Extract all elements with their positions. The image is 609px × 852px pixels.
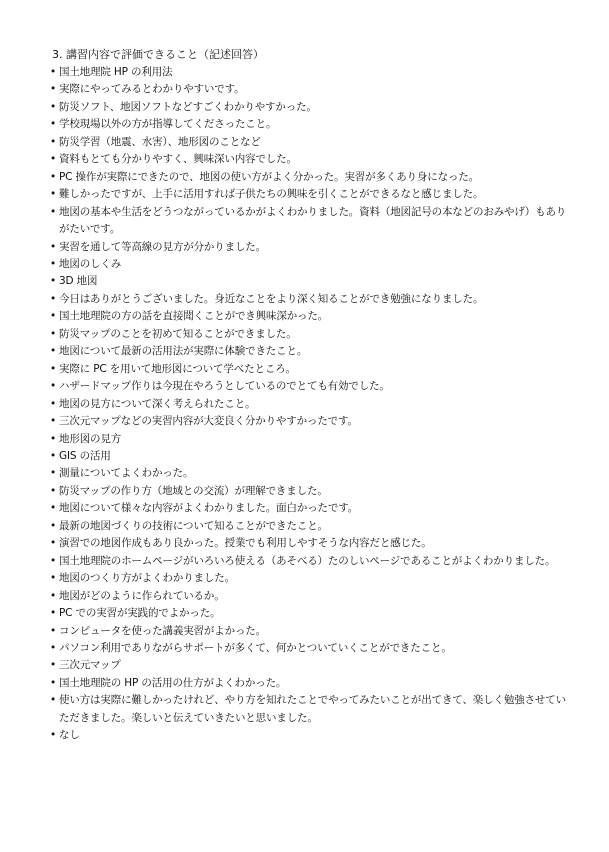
list-item-text: 地図について最新の活用法が実際に体験できたこと。 xyxy=(59,345,308,358)
list-item xyxy=(50,605,569,622)
bullet-icon: • xyxy=(50,467,57,480)
list-item-text: なし xyxy=(59,729,80,742)
list-item xyxy=(50,326,569,343)
list-item-text: コンピュータを使った講義実習がよかった。 xyxy=(59,624,266,637)
list-item-text: 地図の基本や生活をどうつながっているかがよくわかりました。資料（地図記号の本などのおみやげ）もありがたいです。 xyxy=(59,205,567,236)
bullet-icon: • xyxy=(50,135,57,148)
bullet-icon: • xyxy=(50,257,57,270)
list-item xyxy=(50,657,569,674)
bullet-icon: • xyxy=(50,502,57,515)
list-item-text: 地図の見方について深く考えられたこと。 xyxy=(59,397,256,410)
list-item-text: 今日はありがとうございました。身近なことをより深く知ることができ勉強になりました。 xyxy=(59,292,484,305)
list-item xyxy=(50,465,569,482)
list-item xyxy=(50,692,569,727)
list-item-text: 資料もとても分かりやすく、興味深い内容でした。 xyxy=(59,153,297,166)
list-item-text: 地形図の見方 xyxy=(59,432,122,445)
list-item-text: 国土地理院の方の話を直接聞くことができ興味深かった。 xyxy=(59,310,329,323)
bullet-icon: • xyxy=(50,170,57,183)
bullet-icon: • xyxy=(50,310,57,323)
bullet-icon: • xyxy=(50,432,57,445)
list-item-text: 三次元マップ xyxy=(59,659,121,672)
bullet-icon: • xyxy=(50,624,57,637)
list-item xyxy=(50,186,569,203)
list-item xyxy=(50,518,569,535)
bullet-icon: • xyxy=(50,83,57,96)
bullet-icon: • xyxy=(50,572,57,585)
bullet-icon: • xyxy=(50,153,57,166)
bullet-icon: • xyxy=(50,380,57,393)
list-item xyxy=(50,727,569,744)
list-item xyxy=(50,413,569,430)
bullet-icon: • xyxy=(50,66,57,78)
list-item xyxy=(50,640,569,657)
list-item xyxy=(50,483,569,500)
bullet-icon: • xyxy=(50,589,57,602)
list-item xyxy=(50,448,569,465)
list-item-text: 学校現場以外の方が指導してくださったこと。 xyxy=(59,118,277,131)
list-item xyxy=(50,134,569,151)
list-item xyxy=(50,204,569,239)
bullet-icon: • xyxy=(50,397,57,410)
list-item xyxy=(50,535,569,552)
list-item xyxy=(50,308,569,325)
list-item xyxy=(50,64,569,81)
bullet-icon: • xyxy=(50,729,57,742)
bullet-icon: • xyxy=(50,240,57,253)
bullet-icon: • xyxy=(50,659,57,672)
list-item-text: 防災学習（地震、水害）、地形図のことなど xyxy=(59,135,261,148)
list-item-text: 防災マップのことを初めて知ることができました。 xyxy=(59,327,297,340)
list-item xyxy=(50,361,569,378)
list-item-text: 最新の地図づくりの技術について知ることができたこと。 xyxy=(59,519,328,532)
list-item xyxy=(50,500,569,517)
list-item-text: 地図のしくみ xyxy=(59,257,122,270)
list-item-text: パソコン利用でありながらサポートが多くて、何かとついていくことができたこと。 xyxy=(59,641,452,654)
section-title: 3. 講習内容で評価できること（記述回答） xyxy=(52,48,264,61)
bullet-icon: • xyxy=(50,676,57,689)
list-item xyxy=(50,343,569,360)
list-item xyxy=(50,81,569,98)
list-item xyxy=(50,99,569,116)
list-item-text: 使い方は実際に難しかったけれど、やり方を知れたことでやってみたいことが出てきて、楽しく勉強させていただきました。楽しいと伝えていきたいと思いました。 xyxy=(59,694,566,724)
list-item-text: 防災マップの作り方（地域との交流）が理解できました。 xyxy=(59,484,328,497)
bullet-icon: • xyxy=(50,188,57,201)
bullet-icon: • xyxy=(50,449,57,462)
list-item-text: 難しかったですが、上手に活用すれば子供たちの興味を引くことができるなと感じました。 xyxy=(59,188,484,201)
bullet-icon: • xyxy=(50,275,57,288)
list-item-text: 実際に PC を用いて地形図について学べたところ。 xyxy=(59,362,296,375)
list-item-text: 実際にやってみるとわかりやすいです。 xyxy=(59,83,245,96)
list-item-text: 地図がどのように作られているか。 xyxy=(59,589,225,602)
list-item-text: 地図のつくり方がよくわかりました。 xyxy=(59,572,235,585)
list-item-text: 国土地理院 HP の利用法 xyxy=(59,66,173,78)
list-item xyxy=(50,570,569,587)
bullet-icon: • xyxy=(50,537,57,550)
list-item-text: GIS の活用 xyxy=(59,449,111,462)
bullet-icon: • xyxy=(50,327,57,340)
bullet-icon: • xyxy=(50,607,57,620)
list-item xyxy=(50,239,569,256)
bullet-icon: • xyxy=(50,292,57,305)
list-item-text: 地図について様々な内容がよくわかりました。面白かったです。 xyxy=(59,502,359,515)
list-item xyxy=(50,588,569,605)
list-item-text: 測量についてよくわかった。 xyxy=(59,467,194,480)
list-item-text: 国土地理院のホームページがいろいろ使える（あそべる）たのしいページであることがよくわかりました。 xyxy=(59,554,556,567)
list-item xyxy=(50,623,569,640)
list-item-text: 3D 地図 xyxy=(59,275,98,288)
list-item xyxy=(50,273,569,290)
bullet-icon: • xyxy=(50,554,57,567)
list-item xyxy=(50,396,569,413)
list-item-text: 防災ソフト、地図ソフトなどすごくわかりやすかった。 xyxy=(59,100,317,113)
bullet-icon: • xyxy=(50,345,57,358)
list-item xyxy=(50,431,569,448)
bullet-icon: • xyxy=(50,205,57,218)
bullet-icon: • xyxy=(50,519,57,532)
comment-list xyxy=(50,64,569,745)
list-item xyxy=(50,169,569,186)
list-item xyxy=(50,116,569,133)
bullet-icon: • xyxy=(50,100,57,113)
list-item-text: 実習を通して等高線の見方が分かりました。 xyxy=(59,240,266,253)
list-item xyxy=(50,256,569,273)
bullet-icon: • xyxy=(50,694,57,707)
list-item-text: 三次元マップなどの実習内容が大変良く分かりやすかったです。 xyxy=(59,415,358,428)
bullet-icon: • xyxy=(50,362,57,375)
list-item-text: PC 操作が実際にできたので、地図の使い方がよく分かった。実習が多くあり身になった。 xyxy=(59,170,479,183)
list-item-text: ハザードマップ作りは今現在やろうとしているのでとても有効でした。 xyxy=(59,380,390,393)
bullet-icon: • xyxy=(50,641,57,654)
list-item xyxy=(50,553,569,570)
list-item-text: 演習での地図作成もあり良かった。授業でも利用しやすそうな内容だと感じた。 xyxy=(59,537,432,550)
bullet-icon: • xyxy=(50,415,57,428)
list-item-text: 国土地理院の HP の活用の仕方がよくわかった。 xyxy=(59,676,287,689)
list-item xyxy=(50,291,569,308)
list-item xyxy=(50,675,569,692)
bullet-icon: • xyxy=(50,118,57,131)
list-item-text: PC での実習が実践的でよかった。 xyxy=(59,607,221,620)
list-item xyxy=(50,378,569,395)
list-item xyxy=(50,151,569,168)
bullet-icon: • xyxy=(50,484,57,497)
